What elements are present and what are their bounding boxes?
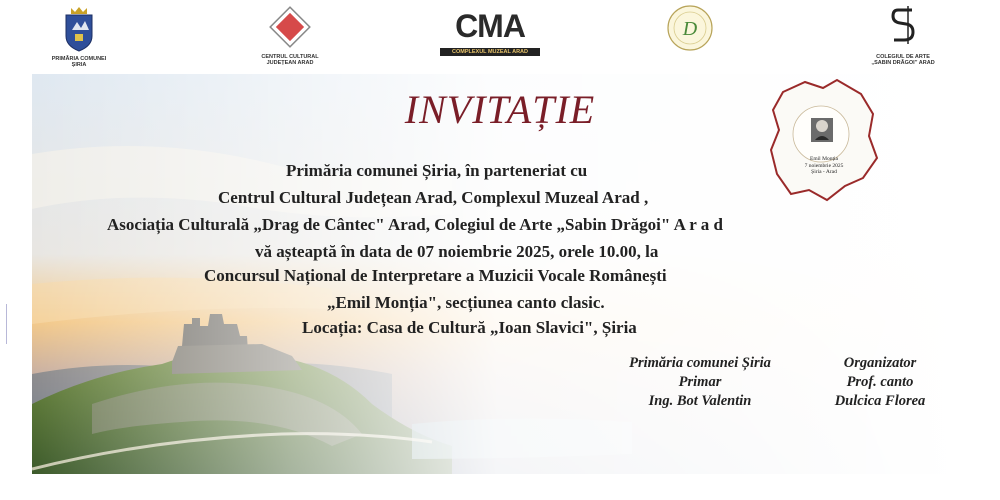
competition-badge bbox=[765, 74, 885, 204]
arts-college-caption: COLEGIUL DE ARTE „SABIN DRĂGOI” ARAD bbox=[871, 54, 935, 66]
signature-line: Primar bbox=[678, 374, 722, 390]
signature-line: Dulcica Florea bbox=[834, 393, 926, 409]
invitation-line: Concursul Național de Interpretare a Muzicii Vocale Românești bbox=[204, 266, 667, 285]
coat-of-arms-icon bbox=[61, 4, 97, 52]
signature-line: Primăria comunei Șiria bbox=[629, 355, 771, 371]
circle-d-icon bbox=[662, 4, 718, 52]
cultural-center-logo bbox=[250, 4, 330, 66]
badge-caption: Emil Monția 7 noiembrie 2025 Șiria - Arad bbox=[804, 156, 844, 175]
signature-organizer bbox=[810, 354, 950, 411]
svg-text:D: D bbox=[682, 18, 698, 40]
diamond-icon bbox=[267, 4, 313, 50]
invitation-line: Primăria comunei Șiria, în parteneriat cu bbox=[286, 161, 588, 180]
invitation-line: Centrul Cultural Județean Arad, Complexul Muzeal Arad , bbox=[218, 188, 649, 207]
signature-line: Organizator bbox=[843, 355, 917, 371]
edge-mark bbox=[6, 304, 7, 344]
museum-complex-logo bbox=[440, 4, 540, 56]
signature-line: Prof. canto bbox=[846, 374, 914, 390]
invitation-line: Asociația Culturală „Drag de Cântec" Arad, Colegiul de Arte „Sabin Drăgoi" A r a d bbox=[107, 215, 723, 234]
museum-mark: CMA bbox=[455, 8, 525, 44]
portrait-icon bbox=[811, 118, 833, 142]
invitation-line: „Emil Monția", secțiunea canto clasic. bbox=[327, 293, 605, 312]
invitation-line: vă așteaptă în data de 07 noiembrie 2025, orele 10.00, la bbox=[255, 242, 659, 261]
signature-line: Ing. Bot Valentin bbox=[648, 393, 752, 409]
siria-coat-of-arms-logo bbox=[42, 4, 116, 68]
s-monogram-icon bbox=[888, 4, 918, 50]
museum-caption: COMPLEXUL MUZEAL ARAD bbox=[440, 48, 540, 56]
arts-college-logo bbox=[858, 4, 948, 66]
siria-logo-caption: PRIMĂRIA COMUNEI ȘIRIA bbox=[51, 56, 107, 68]
invitation-line: Locația: Casa de Cultură „Ioan Slavici", Șiria bbox=[302, 318, 637, 337]
cultural-center-caption: CENTRUL CULTURAL JUDEȚEAN ARAD bbox=[261, 54, 319, 66]
signature-mayor bbox=[600, 354, 800, 411]
drag-de-cantec-logo bbox=[655, 4, 725, 56]
invitation-title: INVITAȚIE bbox=[404, 87, 596, 132]
logo-strip bbox=[0, 0, 1000, 72]
